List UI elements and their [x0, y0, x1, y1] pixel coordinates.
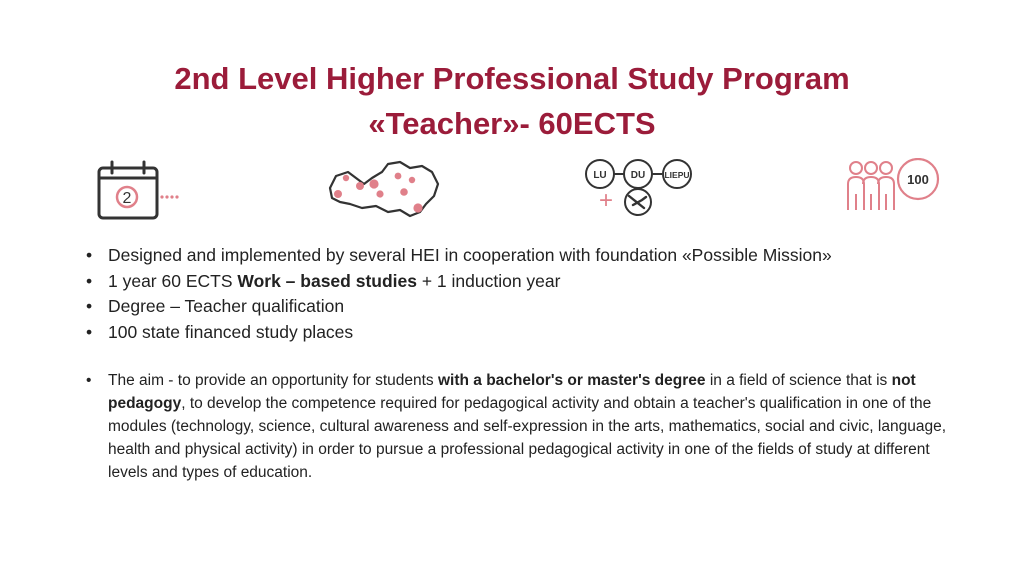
calendar-number: 2	[122, 190, 132, 207]
aim-paragraph	[86, 369, 956, 484]
bullet-text: + 1 induction year	[416, 270, 561, 291]
icon-row	[0, 150, 1024, 220]
calendar-icon	[96, 160, 182, 222]
title-line-2: «Teacher»- 60ECTS	[368, 106, 656, 141]
university-logos-icon	[582, 158, 698, 218]
aim-text: The aim - to provide an opportunity for students	[108, 372, 438, 389]
list-item	[86, 369, 956, 484]
plus-icon: +	[598, 187, 614, 214]
bullet-list	[86, 243, 966, 345]
bullet-text: 1 year 60 ECTS	[108, 270, 238, 291]
list-item	[86, 320, 966, 346]
people-group-icon	[846, 158, 946, 214]
title-line-1: 2nd Level Higher Professional Study Program	[174, 61, 850, 96]
bullet-text: Degree – Teacher qualification	[108, 296, 345, 316]
people-count: 100	[907, 172, 929, 187]
list-item	[86, 294, 966, 320]
bullet-text: Designed and implemented by several HEI in cooperation with foundation «Possible Mission»	[108, 245, 832, 265]
bullet-bold-text: Work – based studies	[237, 270, 417, 291]
logo-label-lu: LU	[593, 170, 607, 181]
list-item	[86, 269, 966, 295]
aim-text: , to develop the competence required for pedagogical activity and obtain a teacher's qualification in one of the modules (technology, science, cultural awareness and self-expression in the arts, mathematics, social and civic, language, health and physical activity) in order to pursue a professional pedagogical activity in one of the fields of study at different levels and types of education.	[108, 395, 946, 481]
aim-bold-text: not pedagogy	[108, 372, 916, 412]
logo-label-du: DU	[630, 170, 646, 181]
aim-text: in a field of science that is	[705, 372, 892, 389]
page-title	[0, 56, 1024, 146]
latvia-map-icon	[326, 158, 444, 220]
list-item	[86, 243, 966, 269]
logo-label-liepu: LIEPU	[664, 170, 690, 180]
aim-bold-text: with a bachelor's or master's degree	[437, 372, 706, 389]
bullet-text: 100 state financed study places	[108, 321, 354, 342]
